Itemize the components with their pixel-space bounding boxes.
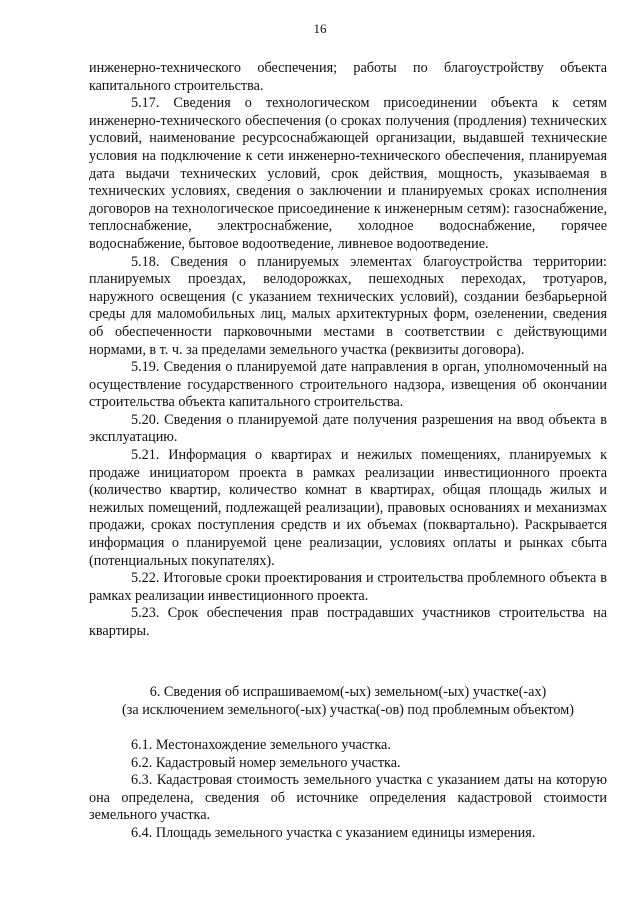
paragraph-6-2: 6.2. Кадастровый номер земельного участка. [131,754,401,771]
paragraph-5-19: 5.19. Сведения о планируемой дате направления в орган, уполномоченный на осуществление государственного строительного надзора, извещения об окончании строительства объекта капитального строительства. [89,359,607,411]
section-6-text [89,737,607,843]
section-heading-line-1: 6. Сведения об испрашиваемом(-ых) земельном(-ых) участке(-ах) [149,684,547,700]
paragraph-5-22: 5.22. Итоговые сроки проектирования и строительства проблемного объекта в рамках реализации инвестиционного проекта. [89,570,607,604]
paragraph-5-17: 5.17. Сведения о технологическом присоединении объекта к сетям инженерно-технического обеспечения (о сроках получения (продления) технических условий, наименование ресурсоснабжающей организации, выдавшей технические условия на подключение к сети инженерно-технического обеспечения, планируемая дата выдачи технических условий, срок действия, мощность, указываемая в технических условиях, сведения о заключении и планируемых сроках исполнения договоров на технологическое присоединение к инженерным сетям): газоснабжение, теплоснабжение, электроснабжение, холодное водоснабжение, горячее водоснабжение, бытовое водоотведение, ливневое водоотведение. [89,95,607,252]
paragraph-5-21: 5.21. Информация о квартирах и нежилых помещениях, планируемых к продаже инициатором проекта в рамках реализации инвестиционного проекта (количество квартир, количество комнат в квартирах, общая площадь жилых и нежилых помещений, подлежащей реализации), правовых основаниях и механизмах продажи, сроках поступления средств и их объемах (поквартально). Раскрывается информация о планируемой цене реализации, условиях оплаты и рынках сбыта (потенциальных покупателях). [89,447,607,569]
paragraph-6-4: 6.4. Площадь земельного участка с указанием единицы измерения. [131,824,536,841]
section-5-text [89,60,607,641]
section-6-heading [89,684,607,719]
paragraph-6-3: 6.3. Кадастровая стоимость земельного участка с указанием даты на которую она определена, сведения об источнике определения кадастровой стоимости земельного участка. [89,772,607,824]
paragraph-6-1: 6.1. Местонахождение земельного участка. [131,737,391,753]
paragraph-continuation: инженерно-технического обеспечения; работы по благоустройству объекта капитального строительства. [89,60,607,94]
paragraph-5-23: 5.23. Срок обеспечения прав пострадавших участников строительства на квартиры. [89,605,607,639]
page-number: 16 [313,21,327,36]
paragraph-5-18: 5.18. Сведения о планируемых элементах благоустройства территории: планируемых проездах, велодорожках, пешеходных переходах, тротуаров, наружного освещения (с указанием технических условий), создании безбарьерной среды для маломобильных лиц, малых архитектурных форм, озеленении, сведения об обеспеченности парковочными местами в соответствии с действующими нормами, в т. ч. за пределами земельного участка (реквизиты договора). [89,253,607,358]
paragraph-5-20: 5.20. Сведения о планируемой дате получения разрешения на ввод объекта в эксплуатацию. [89,411,607,446]
section-heading-line-2: (за исключением земельного(-ых) участка(-ов) под проблемным объектом) [122,701,574,718]
